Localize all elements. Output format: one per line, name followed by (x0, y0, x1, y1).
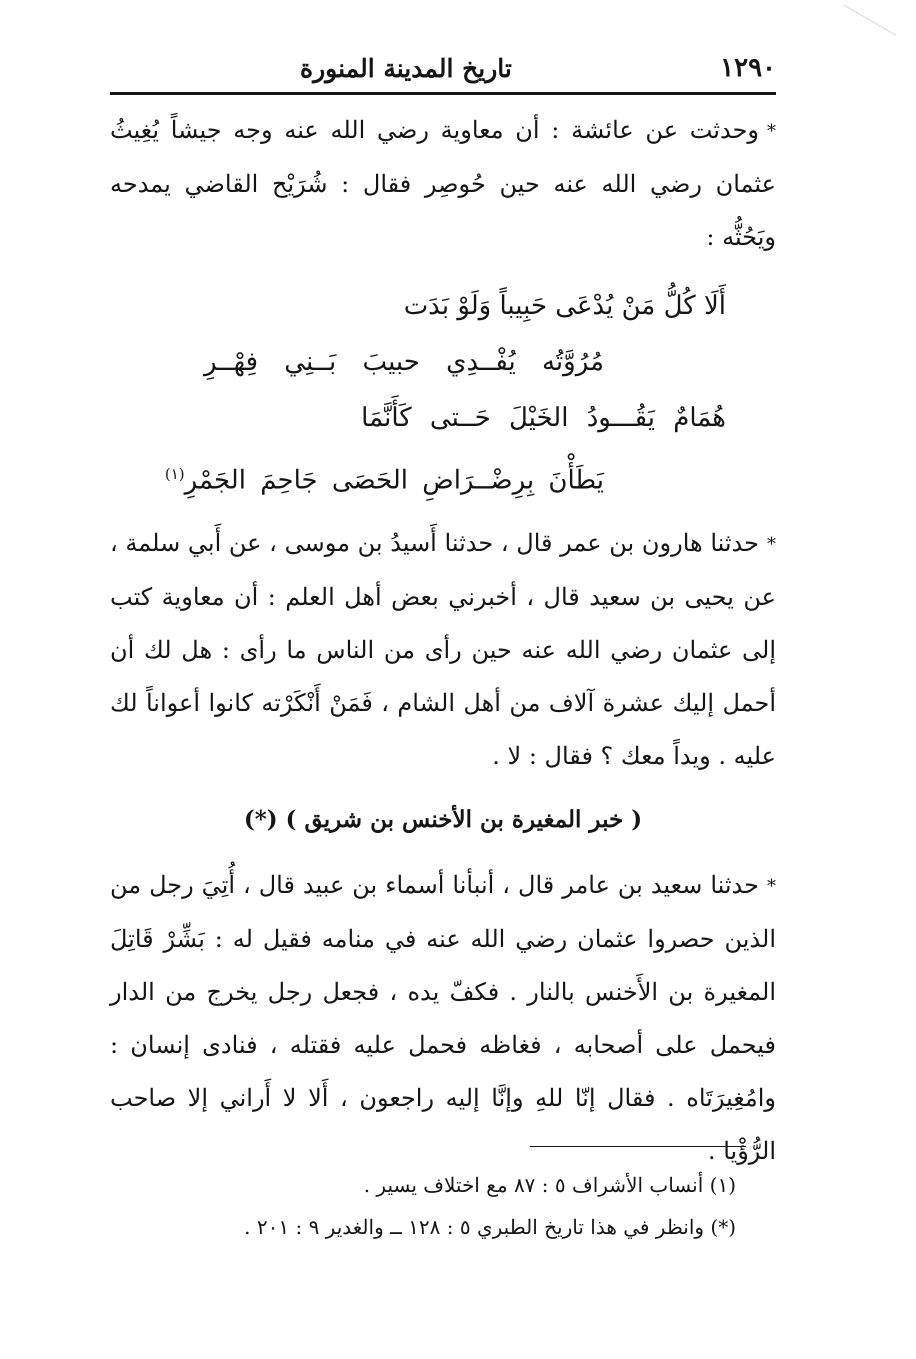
footnotes (110, 1164, 736, 1248)
main-text (110, 104, 776, 1178)
poem (110, 278, 776, 509)
footnote-reference-1: (١) (164, 465, 185, 483)
page-header (110, 48, 776, 88)
verse-line-3: هُمَامٌ يَقُـــودُ الخَيْلَ حَــتى كَأَنَّمَا (361, 403, 726, 433)
paragraph-text: وحدثت عن عائشة : أن معاوية رضي الله عنه وجه جيشاً يُغِيثُ عثمان رضي الله عنه حين حُوصِر فقال : شُرَيْح القاضي يمدحه ويَحُثُّه : (110, 116, 776, 251)
page-number: ١٢٩٠ (720, 53, 776, 83)
footnote-1: (١) أنساب الأشراف ٥ : ٨٧ مع اختلاف يسير . (363, 1173, 736, 1197)
verse-line-1: أَلَا كُلُّ مَنْ يُدْعَى حَبِيباً وَلَوْ بَدَت (403, 291, 726, 321)
footnote-2: (*) وانظر في هذا تاريخ الطبري ٥ : ١٢٨ ــ والغدير ٩ : ٢٠١ . (244, 1215, 736, 1239)
verse-line-4-text: يَطَأْنَ بِرِضْــرَاضِ الحَصَى جَاحِمَ الجَمْرِ (184, 465, 604, 496)
running-title: تاريخ المدينة المنورة (300, 53, 512, 83)
paragraph-aisha (110, 104, 776, 264)
verse-line-4 (110, 446, 776, 509)
paragraph-text: حدثنا سعيد بن عامر قال ، أنبأنا أسماء بن عبيد قال ، أُتِيَ رجل من الذين حصروا عثمان رضي الله عنه في منامه فقيل له : بَشِّرْ قَاتِلَ المغيرة بن الأَخنس بالنار . فكفّ يده ، فجعل رجل يخرج من الدار فيحمل على أصحابه ، فغاظه فحمل عليه فقتله ، فنادى إنسان : وامُغِيرَتَاه . فقال إنّا للهِ وإنَّا إليه راجعون ، أَلا لا أَراني إلا صاحب الرُّؤْيا . (110, 870, 776, 1165)
paragraph-harun (110, 517, 776, 783)
section-heading: ( خبر المغيرة بن الأخنس بن شريق ) (*) (243, 805, 643, 833)
paragraph-text: حدثنا هارون بن عمر قال ، حدثنا أَسيدُ بن موسى ، عن أَبي سلمة ، عن يحيى بن سعيد قال ، أخبرني بعض أهل العلم : أن معاوية كتب إلى عثمان رضي الله عنه حين رأى من الناس ما رأى : هل لك أن أحمل إليك عشرة آلاف من أهل الشام ، فَمَنْ أَنْكَرْته كانوا أعواناً لك عليه . ويداً معك ؟ فقال : لا . (110, 528, 776, 770)
paragraph-bullet: * (767, 875, 776, 897)
page-corner-edge (844, 0, 916, 36)
verse-line-2: مُرُوَّتُه يُفْــدِي حبيبَ بَــنِي فِهْــرِ (204, 347, 604, 377)
header-rule (110, 92, 776, 95)
paragraph-bullet: * (767, 121, 776, 142)
paragraph-said (110, 859, 776, 1178)
paragraph-bullet: * (767, 533, 776, 555)
footnote-rule (530, 1146, 746, 1147)
